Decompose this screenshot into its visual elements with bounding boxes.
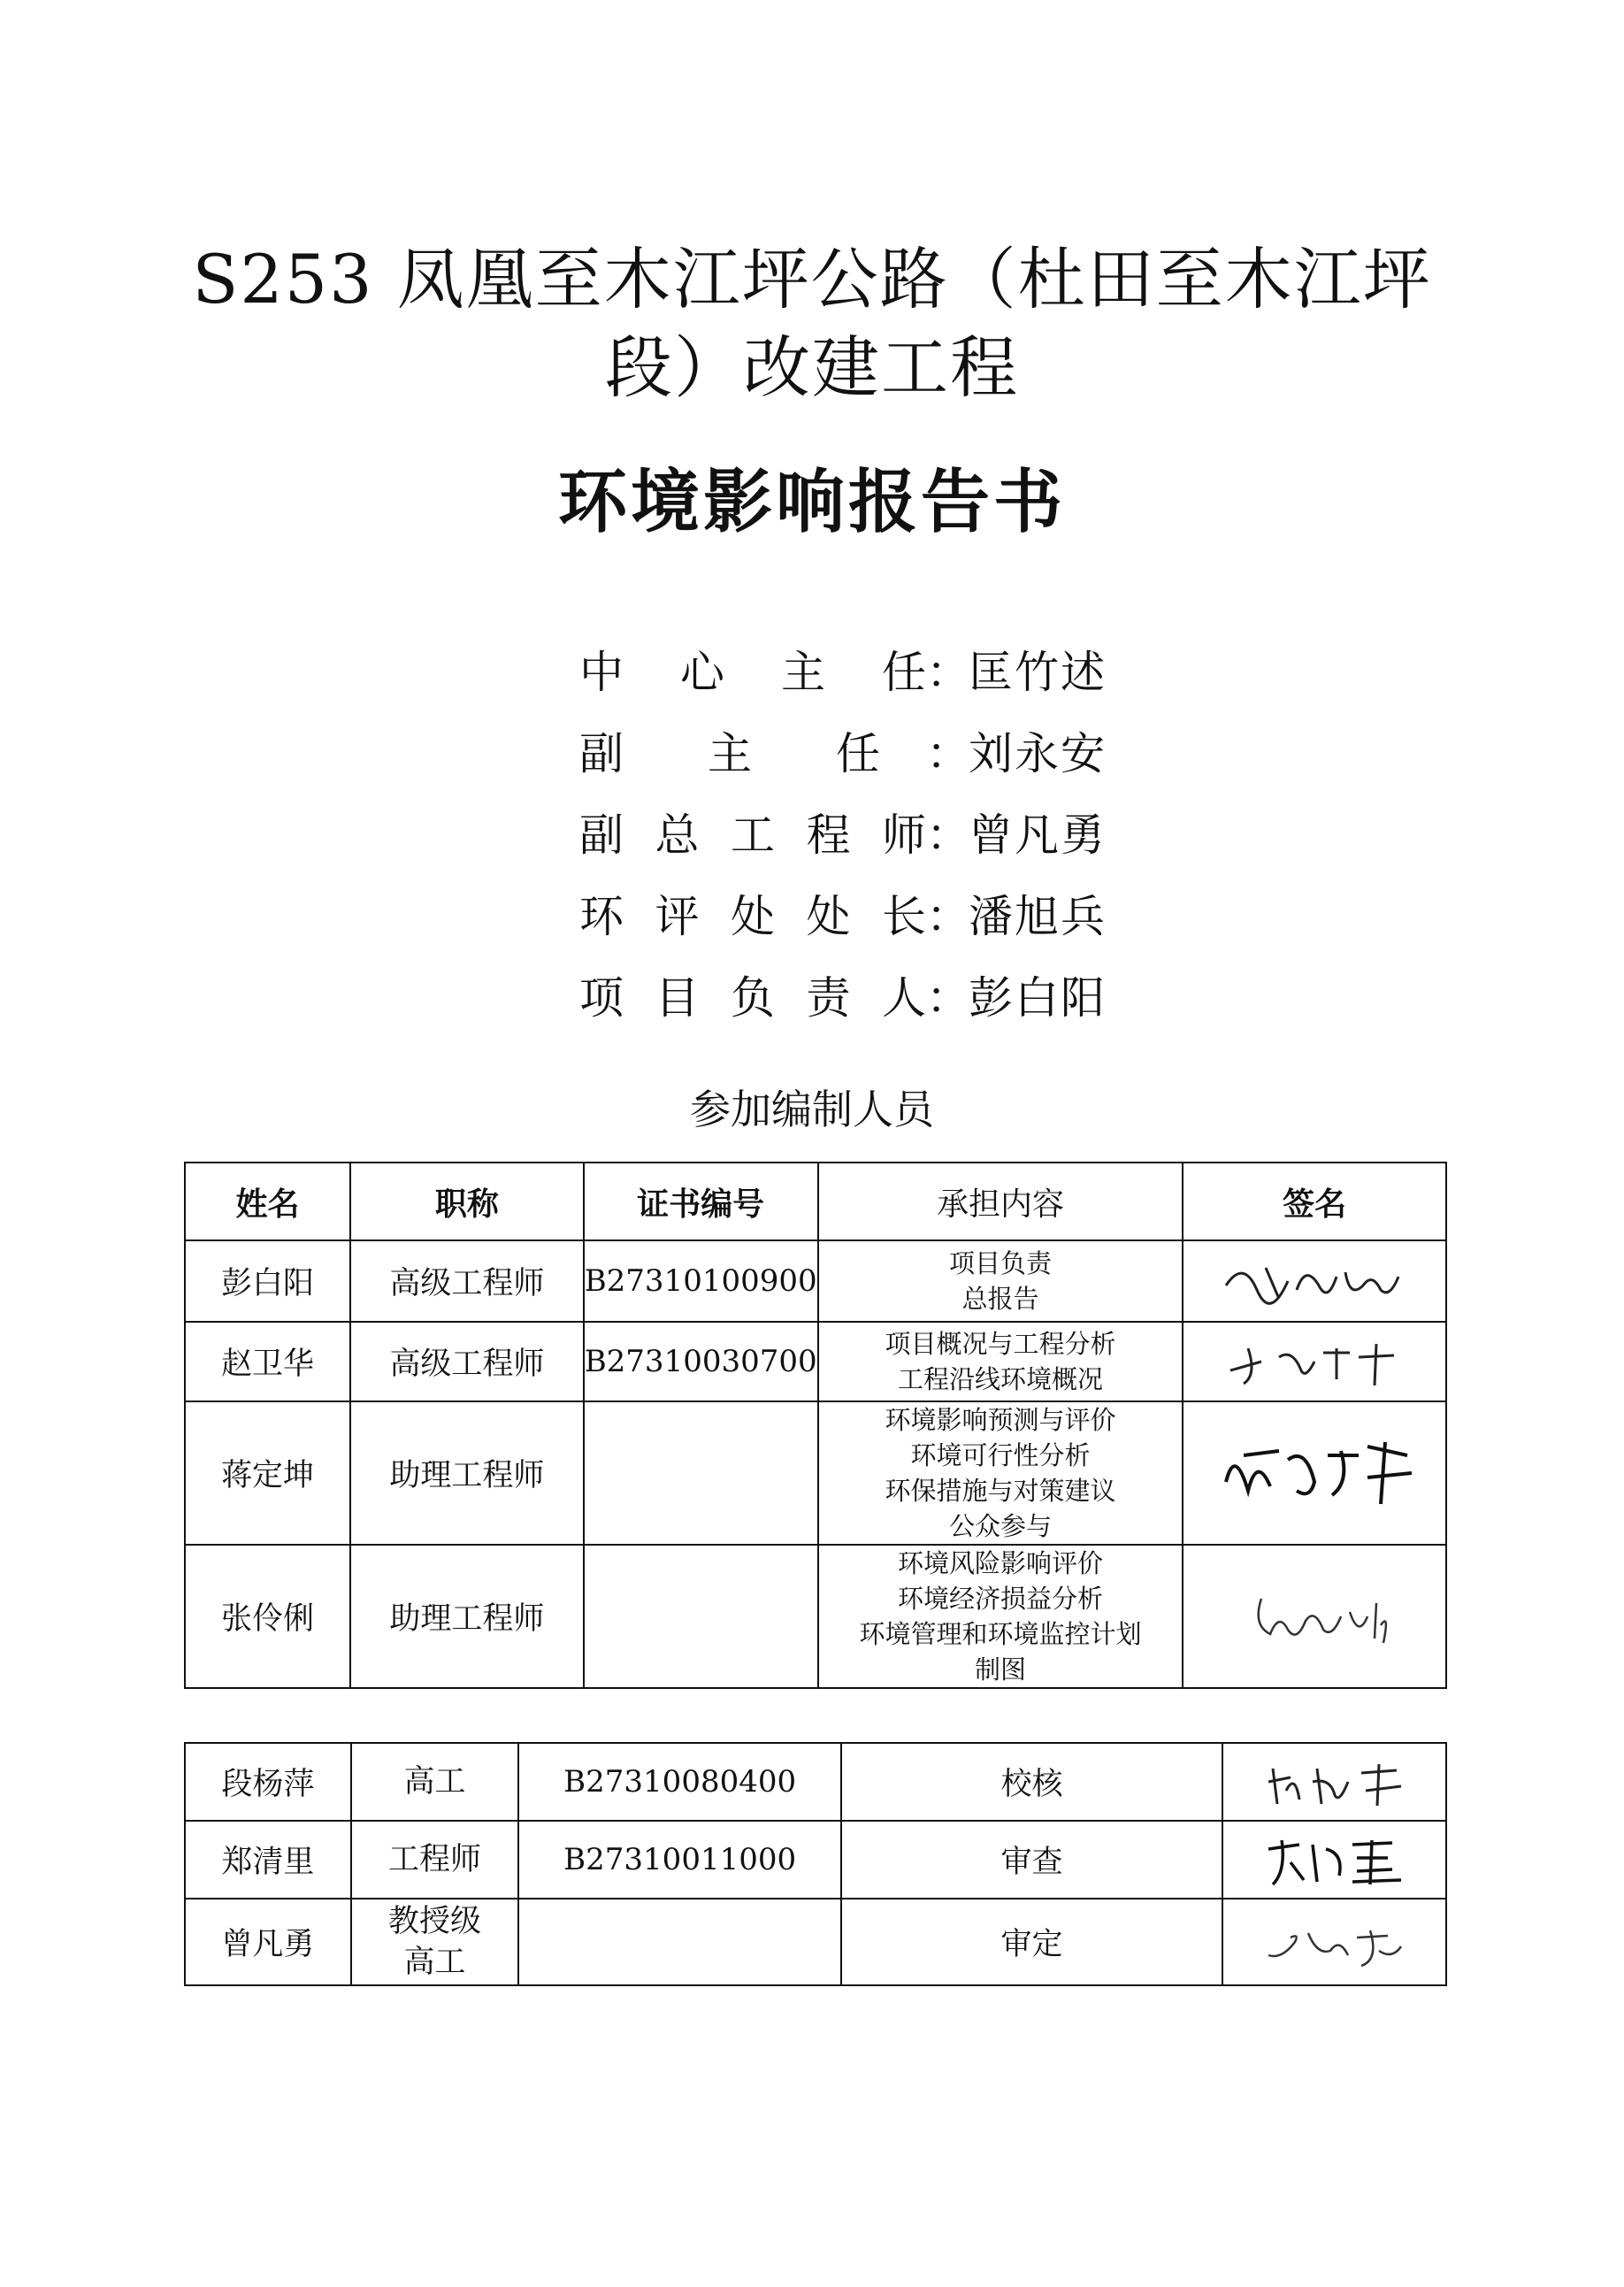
handwritten-signature [1246, 1827, 1423, 1893]
cell-name: 曾凡勇 [185, 1899, 351, 1985]
cell-cert: B27310100900 [584, 1240, 818, 1322]
content-line: 环境风险影响评价 [897, 1548, 1103, 1578]
leadership-role-char-3: 任 [836, 728, 880, 779]
leadership-colon: ： [926, 728, 970, 779]
cell-title [351, 1821, 519, 1899]
table-row [185, 1821, 1446, 1899]
leadership-row [579, 718, 1252, 780]
handwritten-signature [1208, 1429, 1421, 1517]
signature-cell [1222, 1743, 1446, 1821]
leadership-row [579, 637, 1252, 699]
title-line: 教授级 [387, 1904, 481, 1939]
cell-title: 助理工程师 [350, 1401, 584, 1545]
signature-cell [1222, 1821, 1446, 1899]
cell-title: 高级工程师 [350, 1322, 584, 1401]
handwritten-signature [1226, 1577, 1403, 1656]
content-line: 环境可行性分析 [910, 1440, 1091, 1470]
leadership-row [579, 881, 1252, 943]
cell-duty: 审查 [841, 1821, 1222, 1899]
signature-cell [1183, 1240, 1446, 1322]
leadership-role-char-1: 副 [579, 728, 624, 779]
leadership-colon: ： [926, 972, 970, 1024]
content-line: 环境经济损益分析 [897, 1584, 1103, 1614]
cell-content [818, 1401, 1184, 1545]
cell-name: 段杨萍 [185, 1743, 351, 1821]
cell-cert: B27310030700 [584, 1322, 818, 1401]
content-line: 项目概况与工程分析 [885, 1329, 1116, 1359]
report-title-line-2: 段）改建工程 [605, 328, 1019, 407]
leadership-role: 环评处处长 [579, 891, 926, 942]
cell-title [351, 1743, 519, 1821]
leadership-role: 副总工程师 [579, 810, 926, 861]
cell-name: 蒋定坤 [185, 1401, 350, 1545]
table-row [185, 1240, 1446, 1322]
cell-name: 郑清里 [185, 1821, 351, 1899]
report-title-line-1: S253 凤凰至木江坪公路（杜田至木江坪 [192, 240, 1432, 318]
content-line: 环保措施与对策建议 [885, 1476, 1116, 1506]
handwritten-signature [1246, 1751, 1423, 1813]
leadership-colon: ： [926, 810, 970, 861]
leadership-name: 刘永安 [969, 728, 1107, 779]
table-row [185, 1401, 1446, 1545]
table-header-row [185, 1163, 1446, 1240]
table-row [185, 1743, 1446, 1821]
cell-name: 赵卫华 [185, 1322, 350, 1401]
header-cert: 证书编号 [584, 1163, 818, 1240]
leadership-role: 中心主任 [579, 647, 926, 698]
handwritten-signature [1246, 1911, 1423, 1973]
header-name: 姓名 [185, 1163, 350, 1240]
content-line: 制图 [974, 1654, 1026, 1685]
cell-content [818, 1322, 1184, 1401]
handwritten-signature [1217, 1331, 1412, 1393]
cell-title: 助理工程师 [350, 1545, 584, 1688]
cell-duty: 审定 [841, 1899, 1222, 1985]
cell-cert [584, 1401, 818, 1545]
compilers-table [184, 1162, 1447, 1689]
table-row [185, 1322, 1446, 1401]
cell-cert [518, 1899, 841, 1985]
cell-content [818, 1545, 1184, 1688]
table-row [185, 1545, 1446, 1688]
content-line: 工程沿线环境概况 [897, 1364, 1103, 1394]
leadership-colon: ： [926, 647, 970, 698]
signature-cell [1183, 1545, 1446, 1688]
header-content: 承担内容 [818, 1163, 1184, 1240]
cell-cert: B27310011000 [518, 1821, 841, 1899]
cell-title: 高级工程师 [350, 1240, 584, 1322]
cell-cert: B27310080400 [518, 1743, 841, 1821]
compilers-heading: 参加编制人员 [690, 1086, 934, 1133]
signature-cell [1222, 1899, 1446, 1985]
report-subtitle: 环境影响报告书 [557, 463, 1066, 542]
cell-content [818, 1240, 1184, 1322]
signature-cell [1183, 1322, 1446, 1401]
content-line: 环境影响预测与评价 [885, 1405, 1116, 1435]
header-title: 职称 [350, 1163, 584, 1240]
content-line: 环境管理和环境监控计划 [859, 1619, 1142, 1649]
table-row [185, 1899, 1446, 1985]
handwritten-signature [1217, 1250, 1412, 1312]
cell-name: 张伶俐 [185, 1545, 350, 1688]
leadership-colon: ： [926, 891, 970, 942]
title-line: 高工 [403, 1764, 466, 1800]
content-line: 公众参与 [948, 1511, 1052, 1541]
leadership-role: 项目负责人 [579, 972, 926, 1024]
title-line: 工程师 [387, 1842, 481, 1877]
title-line: 高工 [403, 1945, 466, 1980]
cell-duty: 校核 [841, 1743, 1222, 1821]
leadership-name: 曾凡勇 [969, 810, 1107, 861]
leadership-row [579, 800, 1252, 862]
leadership-row [579, 963, 1252, 1025]
cell-title [351, 1899, 519, 1985]
leadership-name: 匡竹述 [969, 647, 1107, 698]
leadership-name: 潘旭兵 [969, 891, 1107, 942]
signature-cell [1183, 1401, 1446, 1545]
header-signature: 签名 [1183, 1163, 1446, 1240]
cell-name: 彭白阳 [185, 1240, 350, 1322]
review-table [184, 1742, 1447, 1986]
cell-cert [584, 1545, 818, 1688]
content-line: 总报告 [961, 1284, 1039, 1314]
leadership-name: 彭白阳 [969, 972, 1107, 1024]
content-line: 项目负责 [948, 1248, 1052, 1278]
leadership-role-char-2: 主 [708, 728, 752, 779]
